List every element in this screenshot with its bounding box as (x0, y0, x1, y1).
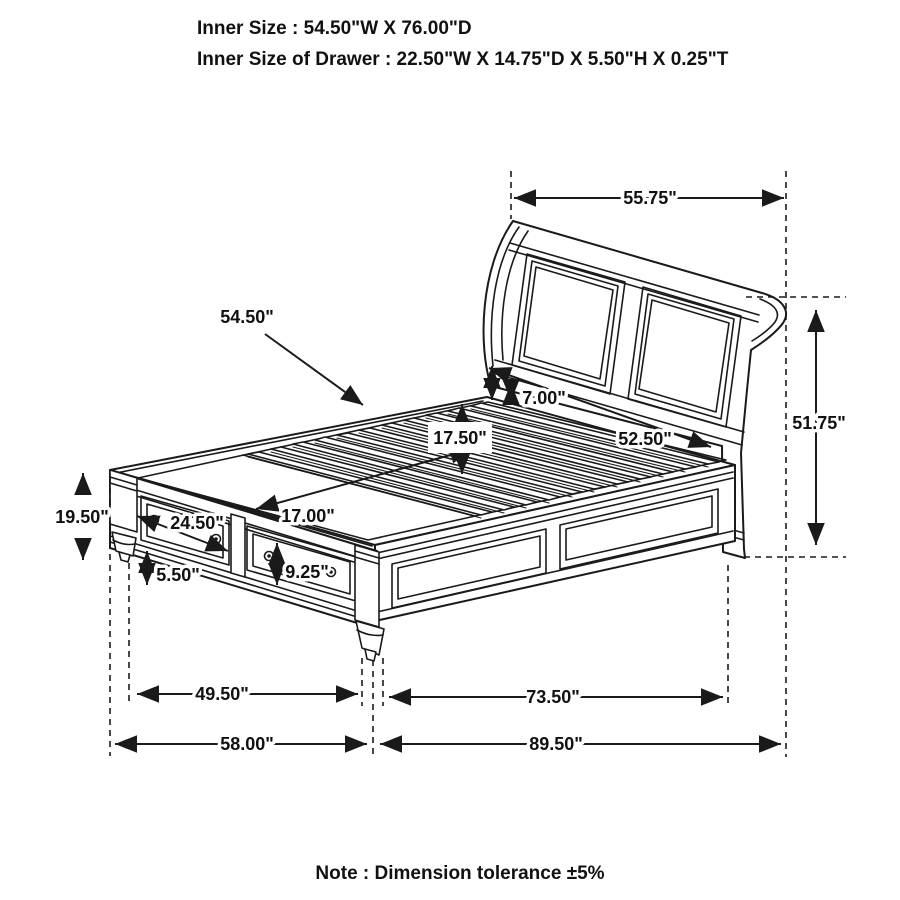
front-right-leg (355, 545, 384, 661)
tolerance-note: Note : Dimension tolerance ±5% (315, 863, 605, 884)
inner-size-text: Inner Size : 54.50"W X 76.00"D (197, 18, 472, 39)
drawer-knob-dot (214, 537, 218, 541)
dim-label-52-50: 52.50" (618, 429, 672, 449)
dim-label-9-25: 9.25" (285, 562, 329, 582)
dim-label-54-50: 54.50" (220, 307, 274, 327)
bun-foot-tip (365, 649, 376, 661)
dim-label-49-50: 49.50" (195, 684, 249, 704)
dim-label-24-50: 24.50" (170, 513, 224, 533)
leg-post (110, 470, 137, 532)
footboard-center-stile (231, 514, 245, 577)
dim-label-5-50: 5.50" (156, 565, 200, 585)
dim-label-73-50: 73.50" (526, 687, 580, 707)
dim-label-17-00: 17.00" (281, 506, 335, 526)
dim-label-58-00: 58.00" (220, 734, 274, 754)
inner-drawer-size-text: Inner Size of Drawer : 22.50"W X 14.75"D X 5.50"H X 0.25"T (197, 49, 729, 70)
dim-label-7-00: 7.00" (522, 388, 566, 408)
dim-label-17-50: 17.50" (433, 428, 487, 448)
drawer-knob-dot (267, 554, 271, 558)
dim-leader-54-50 (265, 334, 363, 405)
dim-label-19-50: 19.50" (55, 507, 109, 527)
dim-label-55-75: 55.75" (623, 188, 677, 208)
drawer-knob-dot (329, 570, 333, 574)
dim-label-51-75: 51.75" (792, 413, 846, 433)
dim-label-89-50: 89.50" (529, 734, 583, 754)
